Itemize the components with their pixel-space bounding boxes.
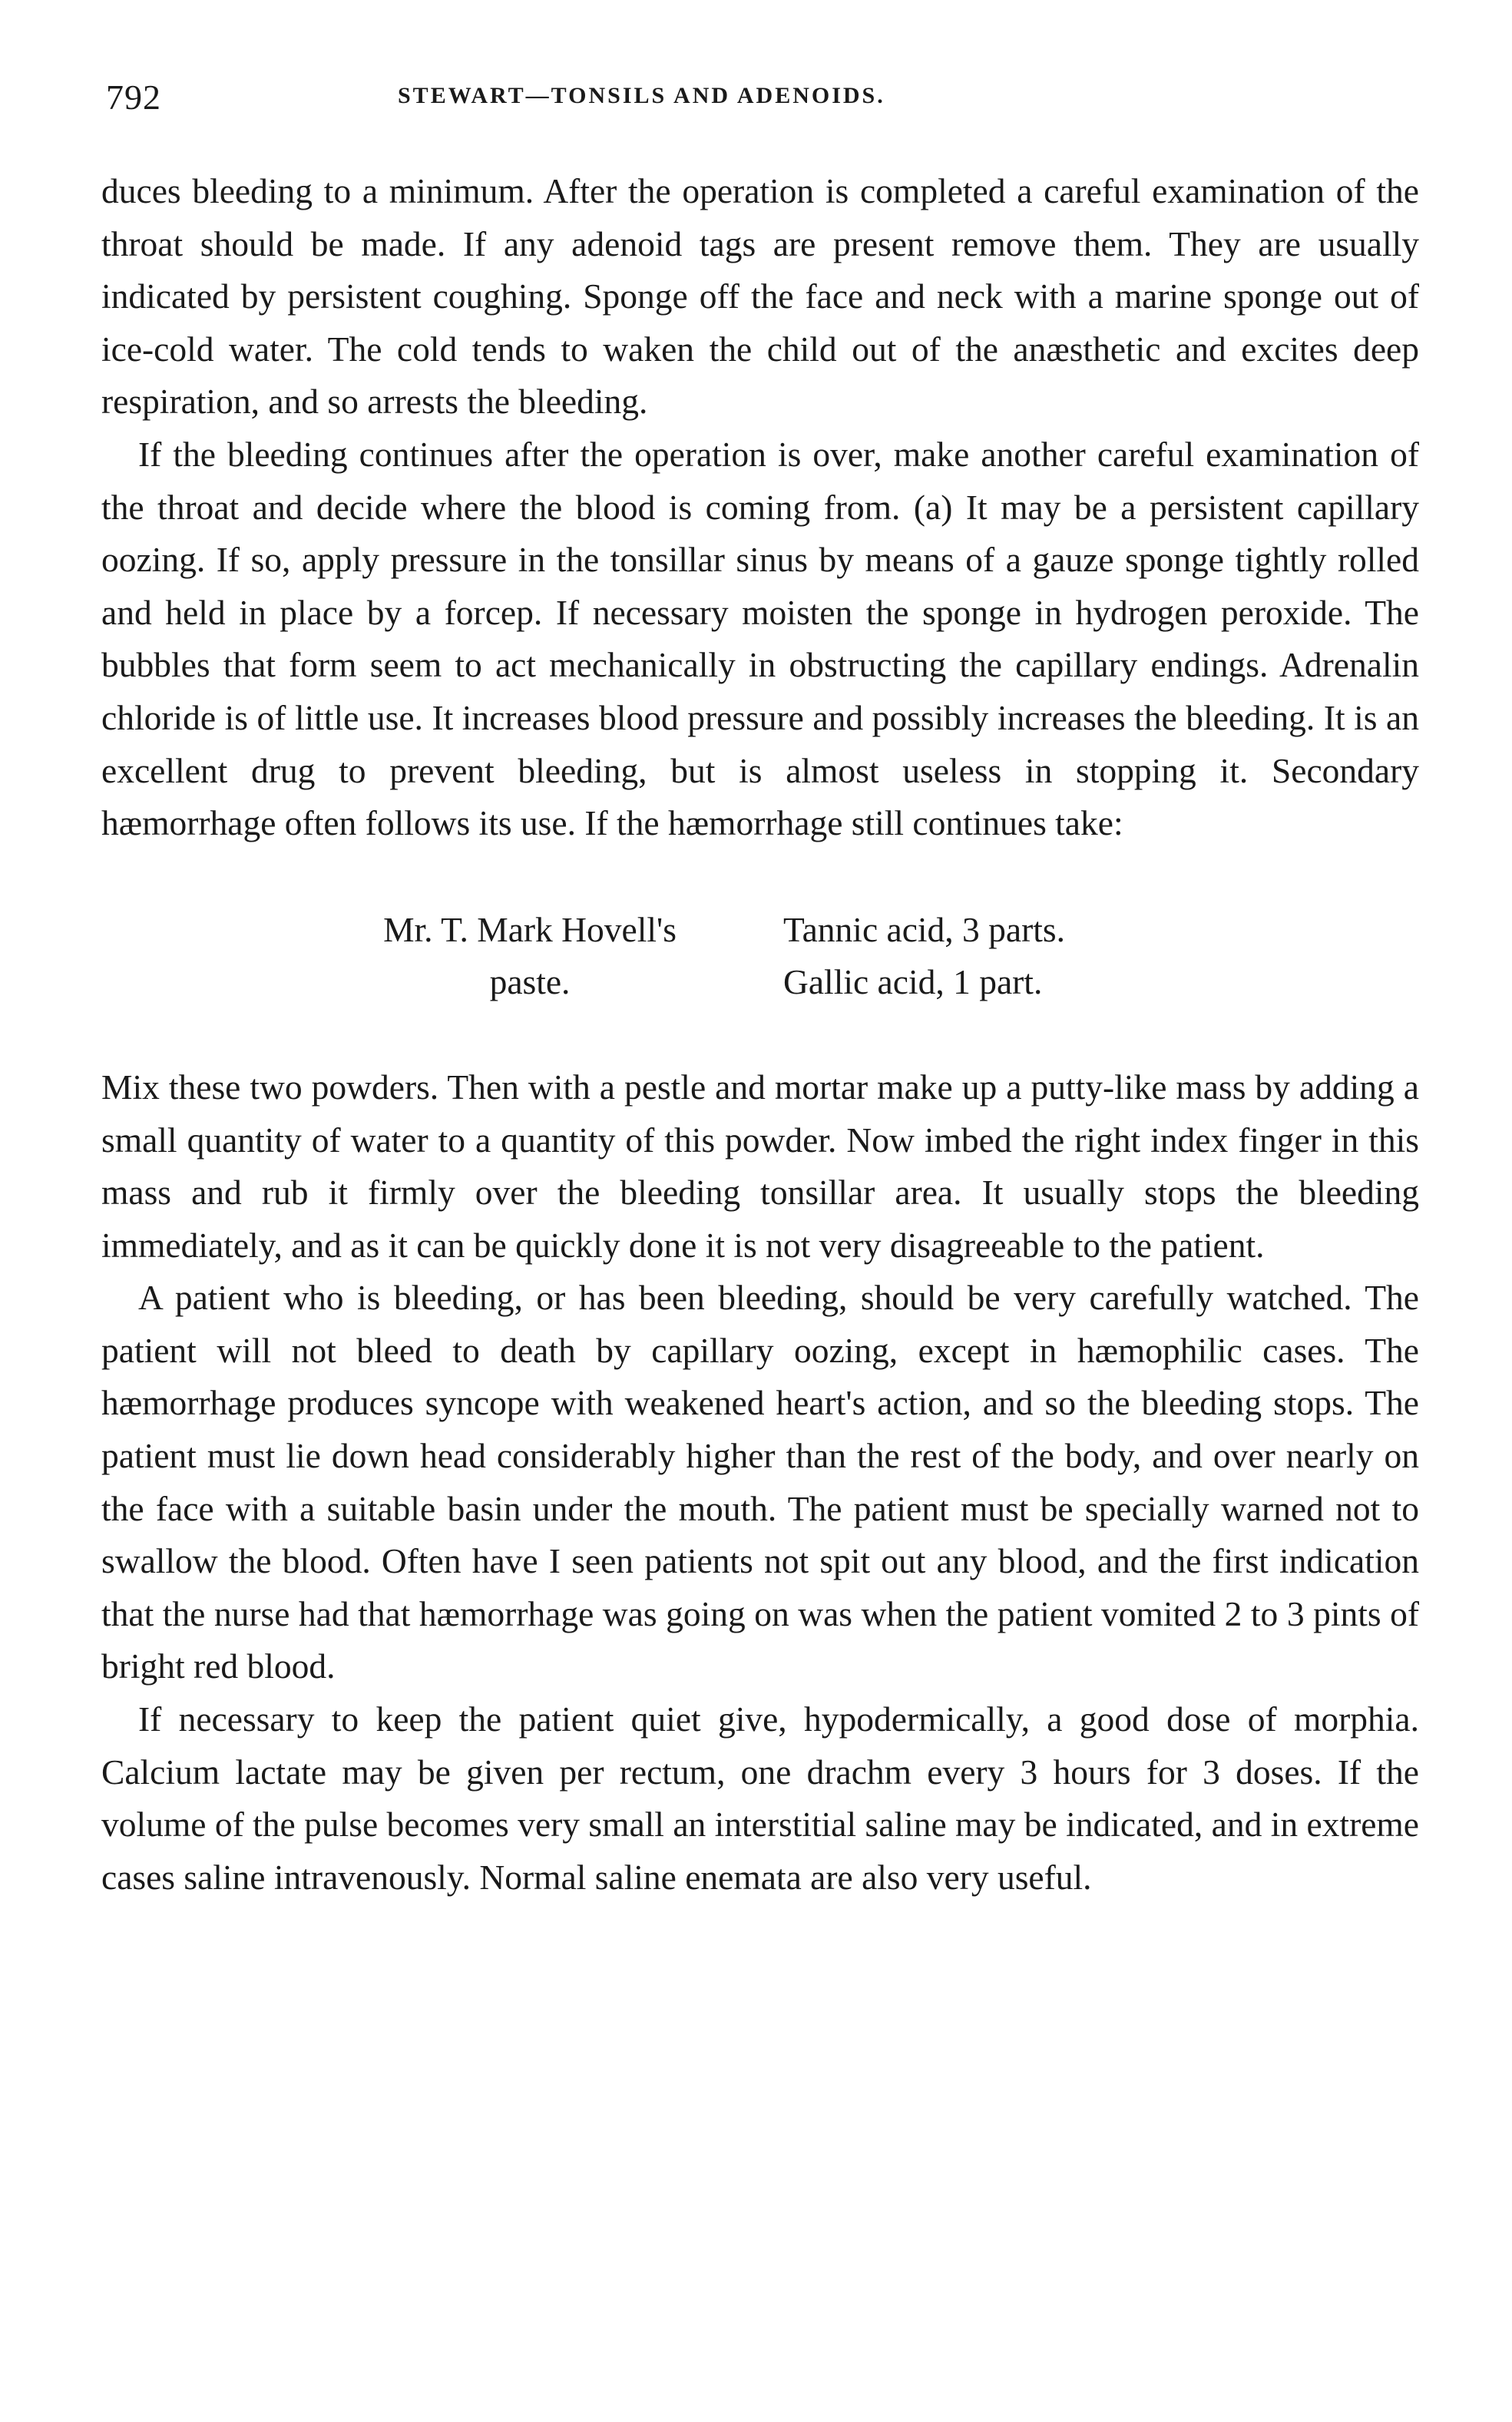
recipe-name-line-2: paste. <box>489 962 571 1002</box>
page-number: 792 <box>106 78 161 117</box>
recipe-ingredient-tannic: Tannic acid, 3 parts. <box>783 909 1065 949</box>
body-text <box>101 165 1419 1904</box>
paragraph-bleeding-continues: If the bleeding continues after the operation is over, make another careful examination of the throat and decide where the blood is coming from. (a) It may be a persistent capillary oozing. If so, apply pressure in the tonsillar sinus by means of a gauze sponge tightly rolled and held in place by a forcep. If necessary moisten the sponge in hydrogen peroxide. The bubbles that form seem to act mechanically in obstructing the capillary endings. Adrenalin chloride is of little use. It increases blood pressure and possibly increases the bleeding. It is an excellent drug to prevent bleeding, but is almost useless in stopping it. Secondary hæmorrhage often follows its use. If the hæmorrhage still continues take: <box>101 434 1419 843</box>
paragraph-patient-watched: A patient who is bleeding, or has been bleeding, should be very carefully watched. The patient will not bleed to death by capillary oozing, except in hæmophilic cases. The hæmorrhage produces syncope with weakened heart's action, and so the bleeding stops. The patient must lie down head considerably higher than the rest of the body, and over nearly on the face with a suitable basin under the mouth. The patient must be specially warned not to swallow the blood. Often have I seen patients not spit out any blood, and the first indication that the nurse had that hæmorrhage was going on was when the patient vomited 2 to 3 pints of bright red blood. <box>101 1278 1419 1686</box>
recipe-name <box>307 904 783 1009</box>
recipe-block <box>307 904 1419 1009</box>
paragraph-mix-powders: Mix these two powders. Then with a pestle and mortar make up a putty-like mass by adding a small quantity of water to a quantity of this powder. Now imbed the right index finger in this mass and rub it firmly over the bleeding tonsillar area. It usually stops the bleeding immediately, and as it can be quickly done it is not very disagreeable to the patient. <box>101 1067 1419 1265</box>
recipe-name-line-1: Mr. T. Mark Hovell's <box>383 909 677 949</box>
page-header <box>106 77 1411 123</box>
paragraph-morphia: If necessary to keep the patient quiet give, hypodermically, a good dose of morphia. Calcium lactate may be given per rectum, one drachm every 3 hours for 3 doses. If the volume of the pulse becomes very small an interstitial saline may be indicated, and in extreme cases saline intravenously. Normal saline enemata are also very useful. <box>101 1699 1419 1897</box>
paragraph-continuation: duces bleeding to a minimum. After the operation is completed a careful examination of the throat should be made. If any adenoid tags are present remove them. They are usually indicated by persistent coughing. Sponge off the face and neck with a marine sponge out of ice-cold water. The cold tends to waken the child out of the anæsthetic and excites deep respiration, and so arrests the bleeding. <box>101 171 1419 422</box>
recipe-ingredient-gallic: Gallic acid, 1 part. <box>783 962 1043 1002</box>
recipe-ingredients <box>783 904 1244 1009</box>
running-head: STEWART—TONSILS AND ADENOIDS. <box>398 83 885 108</box>
